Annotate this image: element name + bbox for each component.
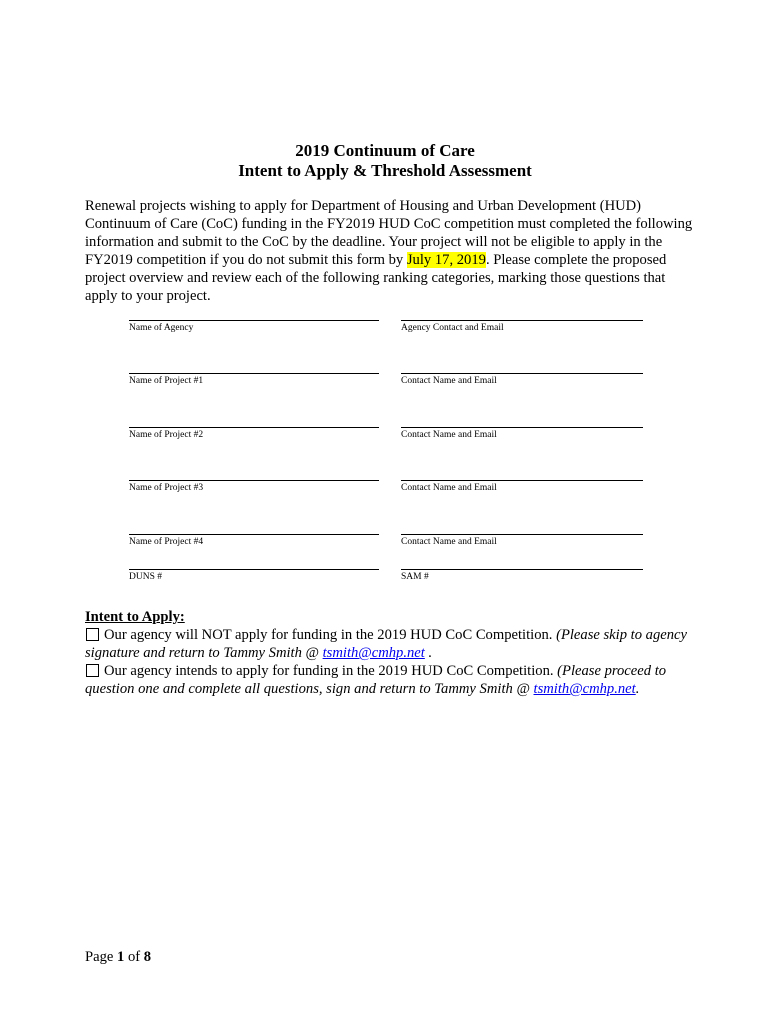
intent-heading: Intent to Apply:: [85, 609, 185, 625]
not-apply-checkbox[interactable]: [86, 628, 99, 641]
intro-paragraph: [85, 197, 695, 305]
agency-contact-field[interactable]: Agency Contact and Email: [401, 320, 643, 334]
not-apply-text: Our agency will NOT apply for funding in the 2019 HUD CoC Competition.: [104, 627, 557, 643]
project-4-name-field[interactable]: Name of Project #4: [129, 534, 379, 548]
project-3-name-field[interactable]: Name of Project #3: [129, 480, 379, 494]
page-number: [85, 949, 151, 966]
project-4-contact-field[interactable]: Contact Name and Email: [401, 534, 643, 548]
intro-text-continued: . Please complete the proposed project overview and review each of the following ranking categories, marking those questions that apply to your project.: [85, 252, 667, 304]
agency-name-field[interactable]: Name of Agency: [129, 320, 379, 334]
apply-note-end: .: [635, 681, 640, 697]
duns-field[interactable]: DUNS #: [129, 569, 379, 583]
project-2-contact-field[interactable]: Contact Name and Email: [401, 427, 643, 441]
apply-note: (Please proceed to question one and complete all questions, sign and return to Tammy Smith @: [85, 663, 667, 697]
page-current: 1: [117, 949, 125, 965]
intent-option-apply: [85, 662, 695, 698]
apply-checkbox[interactable]: [86, 664, 99, 677]
project-1-contact-field[interactable]: Contact Name and Email: [401, 373, 643, 387]
project-3-contact-field[interactable]: Contact Name and Email: [401, 480, 643, 494]
document-title: 2019 Continuum of Care: [295, 141, 475, 160]
page-total: 8: [143, 949, 152, 965]
deadline-highlight: July 17, 2019: [406, 252, 486, 268]
not-apply-note: (Please skip to agency signature and return to Tammy Smith @: [85, 627, 687, 661]
project-2-name-field[interactable]: Name of Project #2: [129, 427, 379, 441]
document-subtitle: Intent to Apply & Threshold Assessment: [238, 161, 532, 180]
page-of: of: [124, 949, 144, 965]
not-apply-note-end: .: [424, 645, 433, 661]
email-link-2[interactable]: tsmith@cmhp.net: [533, 681, 636, 697]
apply-text: Our agency intends to apply for funding in the 2019 HUD CoC Competition.: [104, 663, 558, 679]
sam-field[interactable]: SAM #: [401, 569, 643, 583]
project-1-name-field[interactable]: Name of Project #1: [129, 373, 379, 387]
intro-text: Renewal projects wishing to apply for Department of Housing and Urban Development (HUD) Continuum of Care (CoC) funding in the FY2019 HUD CoC competition must completed the following information and submit to the CoC by the deadline. Your project will not be eligible to apply in the FY2019 competition if you do not submit this form by: [85, 198, 693, 268]
email-link-1[interactable]: tsmith@cmhp.net: [322, 645, 425, 661]
intent-section: [85, 608, 695, 698]
page-word: Page: [85, 949, 118, 965]
intent-option-not-apply: [85, 626, 695, 662]
